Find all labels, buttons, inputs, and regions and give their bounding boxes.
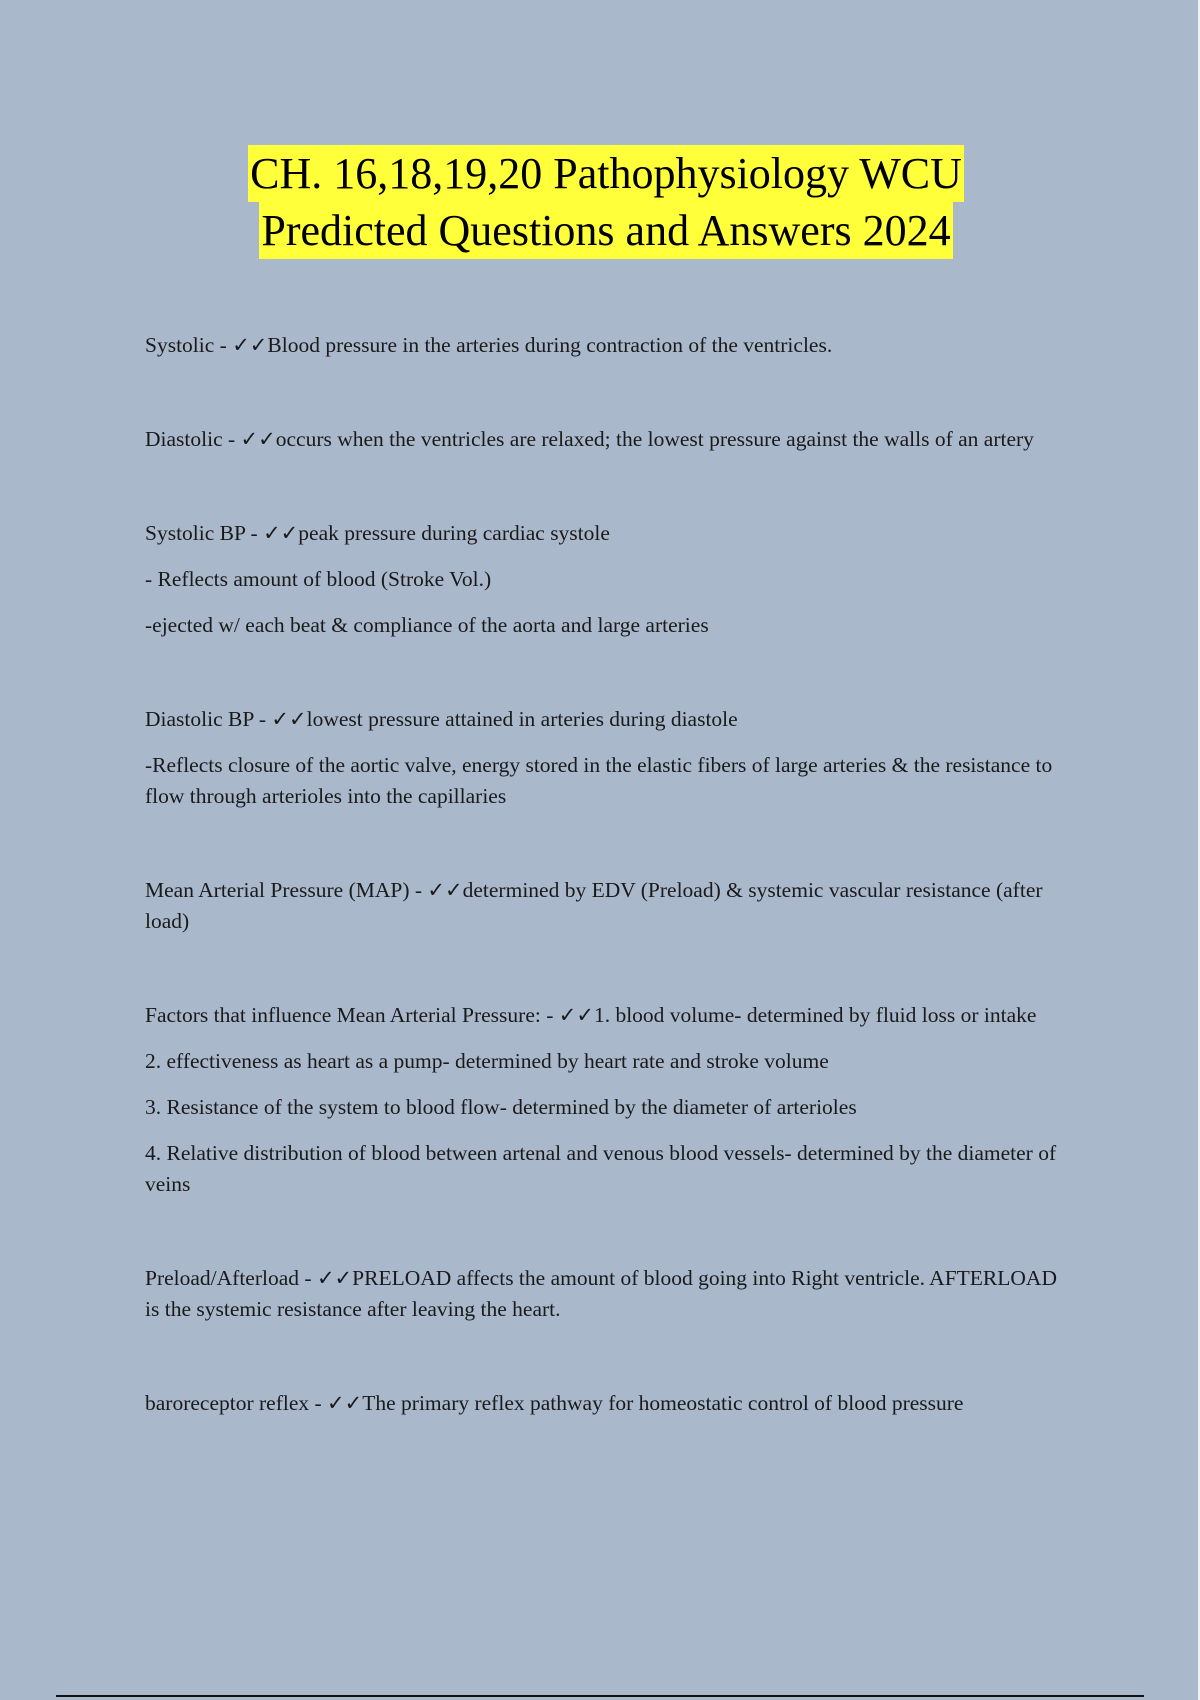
qa-definition: peak pressure during cardiac systole xyxy=(298,521,610,545)
qa-term: Systolic BP - xyxy=(145,521,264,545)
qa-extra-line: 2. effectiveness as heart as a pump- determined by heart rate and stroke volume xyxy=(145,1049,829,1073)
double-check-icon: ✓✓ xyxy=(427,878,463,902)
qa-extra-line: 4. Relative distribution of blood between artenal and venous blood vessels- determined by the diameter of veins xyxy=(145,1141,1057,1196)
qa-definition: lowest pressure attained in arteries during diastole xyxy=(306,707,738,731)
qa-entry-main xyxy=(145,1263,1065,1325)
qa-term: Systolic - xyxy=(145,333,233,357)
qa-term: Factors that influence Mean Arterial Pressure: - xyxy=(145,1003,559,1027)
page-bottom-rule xyxy=(56,1695,1144,1697)
qa-entry xyxy=(145,1000,1065,1200)
qa-entry-main xyxy=(145,1388,1065,1419)
qa-definition: determined by EDV (Preload) & systemic vascular resistance (after load) xyxy=(145,878,1043,933)
double-check-icon: ✓✓ xyxy=(271,707,307,731)
qa-entry-main xyxy=(145,875,1065,937)
qa-extra-line: - Reflects amount of blood (Stroke Vol.) xyxy=(145,567,492,591)
qa-entry-main xyxy=(145,518,1065,549)
qa-entry xyxy=(145,704,1065,812)
qa-definition: The primary reflex pathway for homeostatic control of blood pressure xyxy=(362,1391,964,1415)
double-check-icon: ✓✓ xyxy=(263,521,299,545)
double-check-icon: ✓✓ xyxy=(232,333,268,357)
document-title xyxy=(0,145,1200,259)
double-check-icon: ✓✓ xyxy=(240,427,276,451)
qa-term: Preload/Afterload - xyxy=(145,1266,317,1290)
qa-term: Diastolic BP - xyxy=(145,707,272,731)
qa-entry xyxy=(145,1263,1065,1325)
qa-definition: occurs when the ventricles are relaxed; the lowest pressure against the walls of an artery xyxy=(275,427,1034,451)
title-line-2: Predicted Questions and Answers 2024 xyxy=(259,202,952,259)
qa-extra-line: -Reflects closure of the aortic valve, energy stored in the elastic fibers of large arteries & the resistance to flow through arterioles into the capillaries xyxy=(145,753,1053,808)
qa-term: Diastolic - xyxy=(145,427,241,451)
qa-entry-main xyxy=(145,1000,1065,1031)
qa-entry xyxy=(145,518,1065,641)
qa-extra-line: 3. Resistance of the system to blood flow- determined by the diameter of arterioles xyxy=(145,1095,857,1119)
qa-entry xyxy=(145,1388,1065,1419)
qa-entry xyxy=(145,424,1065,455)
qa-entry-main xyxy=(145,704,1065,735)
double-check-icon: ✓✓ xyxy=(327,1391,363,1415)
qa-definition: 1. blood volume- determined by fluid loss or intake xyxy=(593,1003,1037,1027)
qa-term: baroreceptor reflex - xyxy=(145,1391,328,1415)
qa-definition: PRELOAD affects the amount of blood going into Right ventricle. AFTERLOAD is the systemic resistance after leaving the heart. xyxy=(145,1266,1057,1321)
qa-entry-main xyxy=(145,330,1065,361)
double-check-icon: ✓✓ xyxy=(558,1003,594,1027)
qa-term: Mean Arterial Pressure (MAP) - xyxy=(145,878,428,902)
double-check-icon: ✓✓ xyxy=(316,1266,353,1290)
qa-entry-main xyxy=(145,424,1065,455)
qa-definition: Blood pressure in the arteries during contraction of the ventricles. xyxy=(267,333,833,357)
title-line-1: CH. 16,18,19,20 Pathophysiology WCU xyxy=(248,145,964,202)
qa-extra-line: -ejected w/ each beat & compliance of the aorta and large arteries xyxy=(145,613,709,637)
qa-list xyxy=(145,330,1065,1419)
qa-entry xyxy=(145,875,1065,937)
qa-entry xyxy=(145,330,1065,361)
